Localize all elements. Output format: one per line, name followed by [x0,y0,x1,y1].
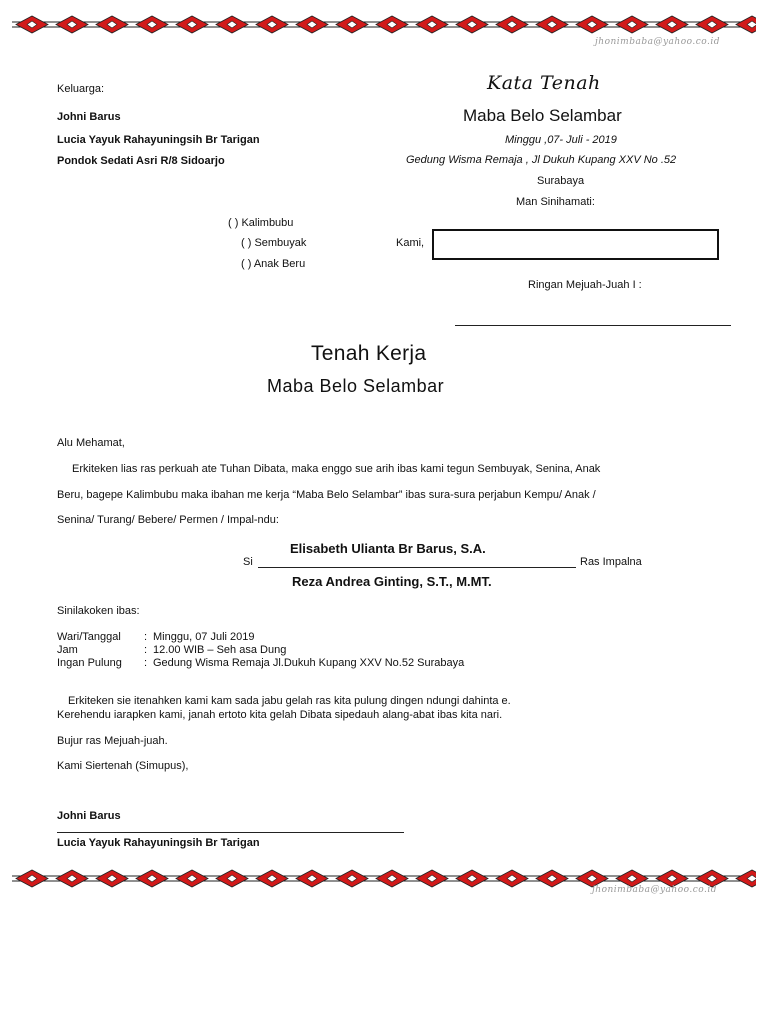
body-line-3: Senina/ Turang/ Bebere/ Permen / Impal-ndu: [57,514,279,526]
groom-name: Reza Andrea Ginting, S.T., M.MT. [292,574,492,589]
card-venue-line2: Surabaya [537,175,585,187]
family-address: Pondok Sedati Asri R/8 Sidoarjo [57,155,225,167]
family-name-1: Johni Barus [57,111,121,123]
card-date: Minggu ,07- Juli - 2019 [505,134,617,146]
closing-line-1: Erkiteken sie itenahken kami kam sada jabu gelah ras kita pulung dingen ndungi dahinta e. [68,695,511,707]
detail-sep-date: : [144,631,148,643]
card-greeting: Man Sinihamati: [516,196,595,208]
detail-value-venue: Gedung Wisma Remaja Jl.Dukuh Kupang XXV No.52 Surabaya [153,657,465,669]
sinilakoken-label: Sinilakoken ibas: [57,605,140,617]
detail-value-date: Minggu, 07 Juli 2019 [153,631,255,643]
detail-label-venue: Ingan Pulung [57,657,122,669]
card-title: Kata Tenah [487,72,601,94]
salutation: Alu Mehamat, [57,437,125,449]
detail-label-time: Jam [57,644,78,656]
card-venue-line1: Gedung Wisma Remaja , Jl Dukuh Kupang XXV No .52 [406,154,677,166]
ras-impalna-label: Ras Impalna [580,556,642,568]
detail-sep-venue: : [144,657,148,669]
recipient-name-box [432,229,719,260]
names-divider-line [258,567,576,568]
option-sembuyak: ( ) Sembuyak [241,237,307,249]
bujur-line: Bujur ras Mejuah-juah. [57,735,168,747]
letter-subtitle: Maba Belo Selambar [267,376,445,396]
email-watermark-top: jhonimbaba@yahoo.co.id [595,37,721,47]
email-watermark-bottom: jhonimbaba@yahoo.co.id [592,885,718,895]
closing-line-2: Kerehendu iarapken kami, janah ertoto kita gelah Dibata sipedauh alang-abat ibas kita nari. [57,709,503,721]
signature-name-1: Johni Barus [57,810,121,822]
detail-sep-time: : [144,644,148,656]
signature-line [57,832,404,833]
bride-name: Elisabeth Ulianta Br Barus, S.A. [290,541,486,556]
signature-name-2: Lucia Yayuk Rahayuningsih Br Tarigan [57,837,260,849]
family-name-2: Lucia Yayuk Rahayuningsih Br Tarigan [57,134,260,146]
card-event-name: Maba Belo Selambar [463,106,622,125]
ringan-label: Ringan Mejuah-Juah I : [528,279,642,291]
detail-label-date: Wari/Tanggal [57,631,121,643]
option-anak-beru: ( ) Anak Beru [241,258,306,270]
letter-title: Tenah Kerja [311,342,427,365]
body-line-2: Beru, bagepe Kalimbubu maka ibahan me kerja “Maba Belo Selambar” ibas sura-sura perjabun Kempu/ Anak / [57,489,596,501]
address-line [455,325,731,326]
family-label: Keluarga: [57,83,105,95]
option-kalimbubu: ( ) Kalimbubu [228,217,294,229]
body-line-1: Erkiteken lias ras perkuah ate Tuhan Dibata, maka enggo sue arih ibas kami tegun Sembuyak, Senina, Anak [72,463,601,475]
siertenah-line: Kami Siertenah (Simupus), [57,760,189,772]
detail-value-time: 12.00 WIB – Seh asa Dung [153,644,287,656]
si-label: Si [243,556,253,568]
kami-label: Kami, [396,237,425,249]
